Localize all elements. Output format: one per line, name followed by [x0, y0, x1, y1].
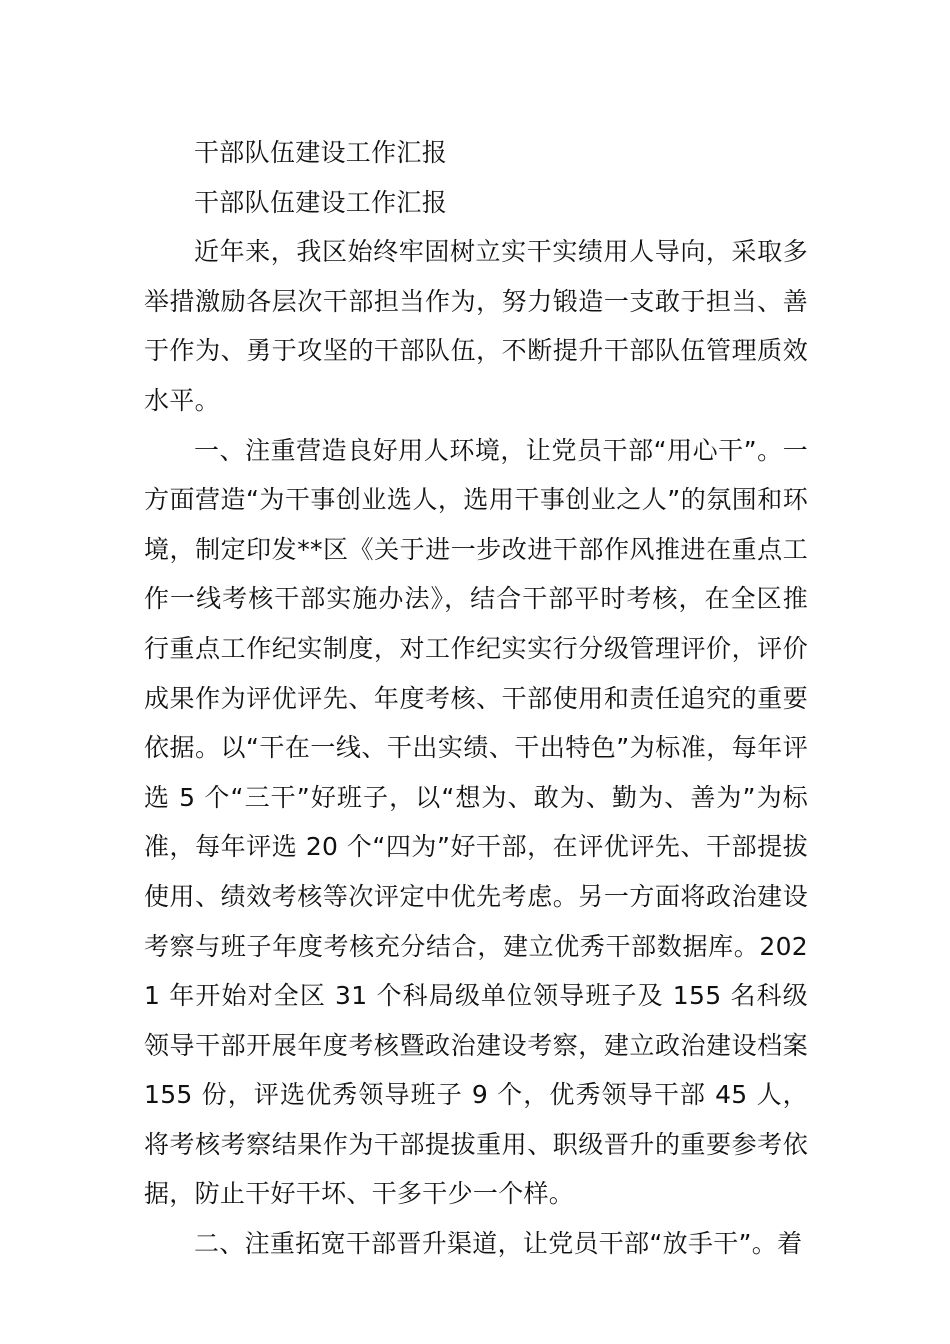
document-body: [144, 128, 808, 1269]
paragraph-section-1: 一、注重营造良好用人环境，让党员干部“用心干”。一方面营造“为干事创业选人，选用干事创业之人”的氛围和环境，制定印发**区《关于进一步改进干部作风推进在重点工作一线考核干部实施办法》，结合干部平时考核，在全区推行重点工作纪实制度，对工作纪实实行分级管理评价，评价成果作为评优评先、年度考核、干部使用和责任追究的重要依据。以“干在一线、干出实绩、干出特色”为标准，每年评选 5 个“三干”好班子，以“想为、敢为、勤为、善为”为标准，每年评选 20 个“四为”好干部，在评优评先、干部提拔使用、绩效考核等次评定中优先考虑。另一方面将政治建设考察与班子年度考核充分结合，建立优秀干部数据库。2021 年开始对全区 31 个科局级单位领导班子及 155 名科级领导干部开展年度考核暨政治建设考察，建立政治建设档案 155 份，评选优秀领导班子 9 个，优秀领导干部 45 人，将考核考察结果作为干部提拔重用、职级晋升的重要参考依据，防止干好干坏、干多干少一个样。: [144, 435, 808, 1209]
document-subtitle: 干部队伍建设工作汇报: [194, 187, 448, 217]
paragraph-intro: 近年来，我区始终牢固树立实干实绩用人导向，采取多举措激励各层次干部担当作为，努力锻造一支敢于担当、善于作为、勇于攻坚的干部队伍，不断提升干部队伍管理质效水平。: [144, 237, 808, 415]
paragraph-section-2: 二、注重拓宽干部晋升渠道，让党员干部“放手干”。着: [194, 1229, 803, 1259]
document-title: 干部队伍建设工作汇报: [194, 138, 448, 167]
